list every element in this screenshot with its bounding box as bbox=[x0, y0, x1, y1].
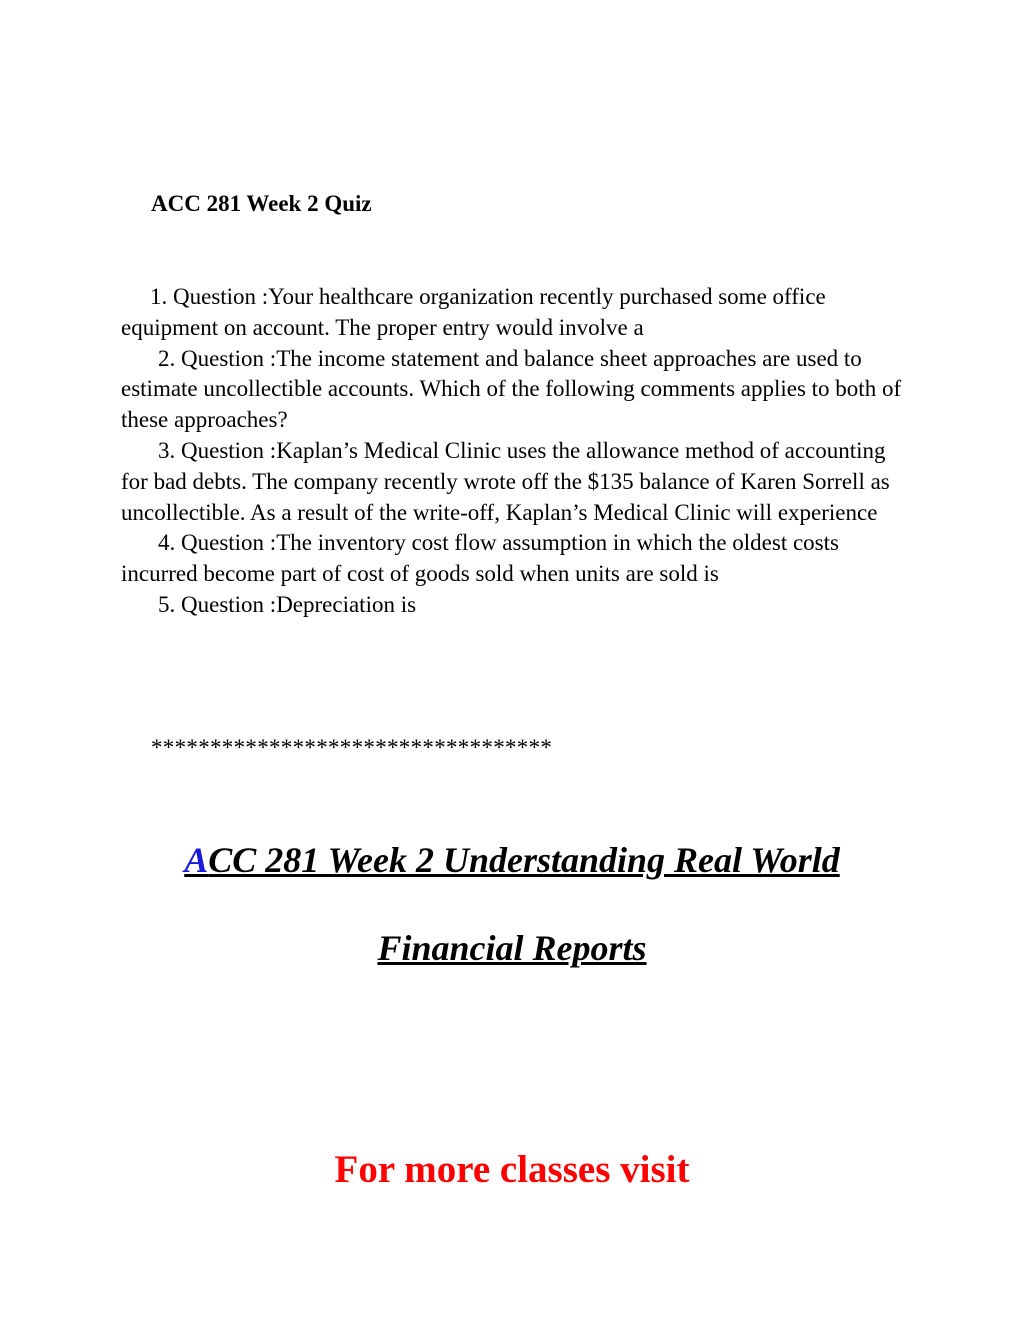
heading-line-1-text: CC 281 Week 2 Understanding Real World bbox=[208, 840, 840, 880]
section-heading-line-2: Financial Reports bbox=[377, 928, 647, 968]
question-list bbox=[121, 282, 911, 621]
question-item-5 bbox=[121, 590, 911, 621]
question-item-1 bbox=[121, 282, 911, 344]
question-number: 2. bbox=[158, 345, 176, 371]
question-item-3 bbox=[121, 436, 911, 528]
question-number: 3. bbox=[158, 437, 176, 463]
heading-link-letter[interactable]: A bbox=[184, 840, 209, 880]
question-text: Question :Depreciation is bbox=[181, 591, 417, 617]
question-text: Question :Your healthcare organization recently purchased some office equipment on account. The proper entry would involve a bbox=[121, 284, 826, 340]
separator-stars: ********************************** bbox=[151, 735, 553, 760]
question-text: Question :Kaplan’s Medical Clinic uses the allowance method of accounting for bad debts. The company recently wrote off the $135 balance of Karen Sorrell as uncollectible. As a result of the write-off, Kaplan’s Medical Clinic will experience bbox=[121, 437, 890, 525]
question-text: Question :The inventory cost flow assumption in which the oldest costs incurred become part of cost of goods sold when units are sold is bbox=[121, 530, 839, 587]
question-item-2 bbox=[121, 344, 911, 436]
question-item-4 bbox=[121, 528, 911, 590]
question-number: 4. bbox=[158, 530, 176, 556]
section-heading-line-1 bbox=[0, 838, 1024, 882]
promo-text: For more classes visit bbox=[334, 1148, 690, 1191]
question-text: Question :The income statement and balance sheet approaches are used to estimate uncollectible accounts. Which of the following comments applies to both of these approaches? bbox=[121, 345, 902, 433]
quiz-title: ACC 281 Week 2 Quiz bbox=[151, 191, 372, 216]
question-number: 1. bbox=[150, 284, 168, 309]
question-number: 5. bbox=[158, 591, 176, 617]
